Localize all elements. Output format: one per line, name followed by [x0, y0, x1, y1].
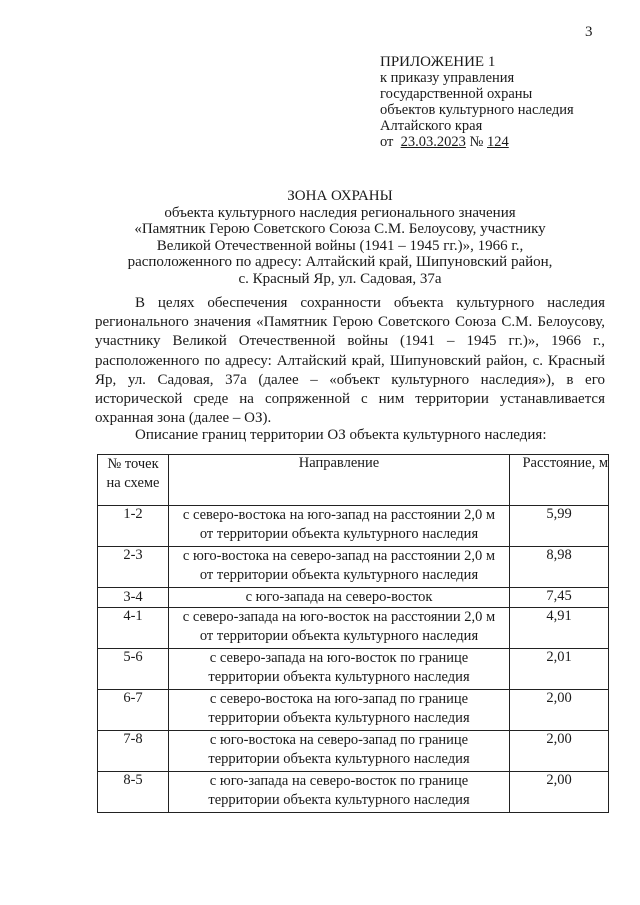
heading-line: расположенного по адресу: Алтайский край, Шипуновский район,: [127, 254, 553, 270]
row-distance: 2,00: [510, 731, 609, 772]
table-caption: Описание границ территории ОЗ объекта культурного наследия:: [135, 427, 547, 443]
document-heading: [60, 188, 620, 287]
heading-line: Великой Отечественной войны (1941 – 1945 гг.)», 1966 г.,: [156, 237, 524, 254]
heading-line: объекта культурного наследия регионального значения: [164, 204, 516, 221]
row-distance: 2,01: [510, 649, 609, 690]
direction-line: территории объекта культурного наследия: [208, 710, 470, 726]
appendix-line: Алтайского края: [380, 118, 483, 134]
page-number: 3: [585, 24, 593, 40]
table-row: [98, 547, 609, 588]
direction-line: от территории объекта культурного наследия: [199, 567, 479, 583]
direction-line: с юго-запада на северо-восток по границе: [209, 773, 469, 789]
header-distance: Расстояние, м: [510, 455, 609, 506]
header-points-line: на схеме: [106, 475, 160, 491]
direction-line: с северо-востока на юго-запад на расстоянии 2,0 м: [182, 507, 496, 523]
table-header-row: [98, 455, 609, 506]
order-date-line: [380, 134, 630, 150]
row-distance: 4,91: [510, 608, 609, 649]
row-points: 3-4: [98, 588, 169, 608]
row-direction: [169, 772, 510, 813]
table-row: [98, 731, 609, 772]
direction-line: с северо-запада на юго-восток на расстоянии 2,0 м: [182, 609, 496, 625]
heading-line: «Памятник Герою Советского Союза С.М. Белоусову, участнику: [134, 221, 546, 237]
table-row: [98, 690, 609, 731]
direction-line: с северо-востока на юго-запад по границе: [209, 691, 469, 707]
row-distance: 2,00: [510, 690, 609, 731]
row-points: 6-7: [98, 690, 169, 731]
table-row: [98, 608, 609, 649]
table-row: [98, 772, 609, 813]
appendix-title: ПРИЛОЖЕНИЕ 1: [380, 54, 496, 70]
direction-line: с юго-востока на северо-запад на расстоянии 2,0 м: [182, 548, 496, 564]
row-direction: [169, 547, 510, 588]
row-points: 7-8: [98, 731, 169, 772]
table-row: [98, 588, 609, 608]
header-direction: Направление: [169, 455, 510, 506]
boundary-table: [97, 454, 609, 813]
appendix-line: государственной охраны: [380, 86, 533, 102]
row-direction: [169, 649, 510, 690]
heading-title: ЗОНА ОХРАНЫ: [287, 188, 393, 204]
appendix-line: объектов культурного наследия: [380, 102, 574, 118]
direction-line: с юго-востока на северо-запад по границе: [209, 732, 469, 748]
appendix-block: [380, 54, 630, 150]
row-points: 5-6: [98, 649, 169, 690]
row-direction: [169, 731, 510, 772]
table-row: [98, 506, 609, 547]
direction-line: территории объекта культурного наследия: [208, 669, 470, 685]
number-sign: №: [469, 134, 484, 150]
appendix-line: к приказу управления: [380, 70, 515, 86]
order-number: 124: [487, 134, 509, 150]
heading-line: с. Красный Яр, ул. Садовая, 37а: [238, 270, 442, 287]
row-points: 8-5: [98, 772, 169, 813]
row-distance: 7,45: [510, 588, 609, 608]
direction-line: территории объекта культурного наследия: [208, 751, 470, 767]
date-prefix: от: [380, 134, 394, 150]
direction-line: от территории объекта культурного наследия: [199, 526, 479, 542]
direction-line: с северо-запада на юго-восток по границе: [209, 650, 469, 666]
header-points: [98, 455, 169, 506]
row-points: 4-1: [98, 608, 169, 649]
row-points: 2-3: [98, 547, 169, 588]
header-points-line: № точек: [107, 456, 159, 472]
intro-paragraph: В целях обеспечения сохранности объекта культурного наследия регионального значения «Памятник Герою Советского Союза С.М. Белоусову, участнику Великой Отечественной войны (1941 – 1945 гг.)», 1966 г., расположенного по адресу: Алтайский край, Шипуновский район, с. Красный Яр, ул. Садовая, 37а (далее – «объект культурного наследия»), в его исторической среде на сопряженной с ним территории устанавливается охранная зона (далее – ОЗ).: [95, 295, 605, 427]
row-points: 1-2: [98, 506, 169, 547]
row-distance: 8,98: [510, 547, 609, 588]
row-direction: [169, 690, 510, 731]
table-row: [98, 649, 609, 690]
direction-line: территории объекта культурного наследия: [208, 792, 470, 808]
order-date: 23.03.2023: [400, 134, 466, 150]
row-direction: [169, 506, 510, 547]
row-direction: [169, 588, 510, 608]
row-distance: 5,99: [510, 506, 609, 547]
direction-line: с юго-запада на северо-восток: [245, 589, 433, 605]
direction-line: от территории объекта культурного наследия: [199, 628, 479, 644]
row-direction: [169, 608, 510, 649]
row-distance: 2,00: [510, 772, 609, 813]
